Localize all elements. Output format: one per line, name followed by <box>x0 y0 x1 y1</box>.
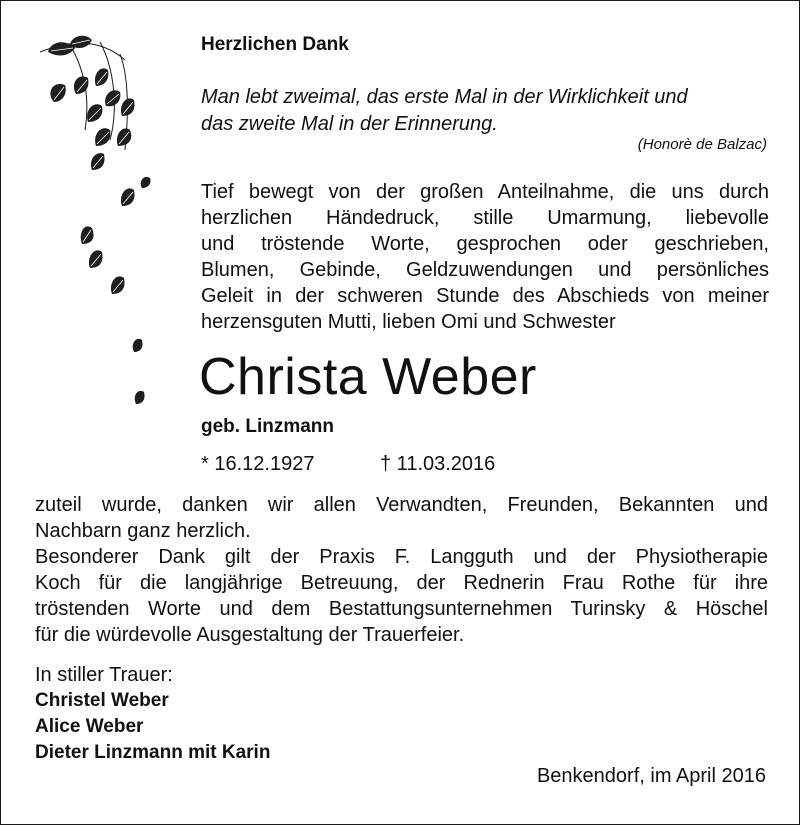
heading: Herzlichen Dank <box>201 34 349 55</box>
body-line: Besonderer Dank gilt der Praxis F. Langguth und der Physiotherapie <box>35 546 768 568</box>
leaf-icon <box>121 98 135 116</box>
intro-line: herzlichen Händedruck, stille Umarmung, liebevolle <box>201 207 769 229</box>
leaf-icon <box>111 276 125 294</box>
mourner-name: Christel Weber <box>35 690 169 711</box>
leaf-icon <box>133 339 143 352</box>
intro-line: Blumen, Gebinde, Geldzuwendungen und persönliches <box>201 259 769 281</box>
intro-line: Tief bewegt von der großen Anteilnahme, die uns durch <box>201 181 769 203</box>
falling-leaves-icon <box>30 30 170 420</box>
leaf-icon <box>89 250 103 268</box>
leaf-icon <box>141 177 151 188</box>
mourning-label: In stiller Trauer: <box>35 664 173 686</box>
intro-line: und tröstende Worte, gesprochen oder geschrieben, <box>201 233 769 255</box>
maiden-name: geb. Linzmann <box>201 416 334 437</box>
mourner-name: Alice Weber <box>35 716 144 737</box>
body-line: zuteil wurde, danken wir allen Verwandten, Freunden, Bekannten und <box>35 494 768 516</box>
leaf-icon <box>50 84 65 102</box>
quote-line: Man lebt zweimal, das erste Mal in der Wirklichkeit und <box>201 86 688 108</box>
death-date: † 11.03.2016 <box>380 453 496 475</box>
body-line: für die würdevolle Ausgestaltung der Trauerfeier. <box>35 624 465 646</box>
deceased-name: Christa Weber <box>199 348 537 406</box>
birth-date: * 16.12.1927 <box>201 453 315 475</box>
body-line: Koch für die langjährige Betreuung, der Rednerin Frau Rothe für ihre <box>35 572 768 594</box>
body-line: Nachbarn ganz herzlich. <box>35 520 251 542</box>
mourner-name: Dieter Linzmann mit Karin <box>35 742 271 763</box>
quote-line: das zweite Mal in der Erinnerung. <box>201 113 498 135</box>
leaf-icon <box>95 68 108 86</box>
intro-line: herzensguten Mutti, lieben Omi und Schwester <box>201 311 616 333</box>
place-date: Benkendorf, im April 2016 <box>536 765 766 787</box>
leaf-icon <box>135 391 145 404</box>
leaf-icon <box>121 188 135 206</box>
intro-line: Geleit in der schweren Stunde des Abschieds von meiner <box>201 285 769 307</box>
quote <box>201 84 769 138</box>
quote-author: (Honorè de Balzac) <box>637 136 767 153</box>
body-line: tröstenden Worte und dem Bestattungsunternehmen Turinsky & Höschel <box>35 598 768 620</box>
